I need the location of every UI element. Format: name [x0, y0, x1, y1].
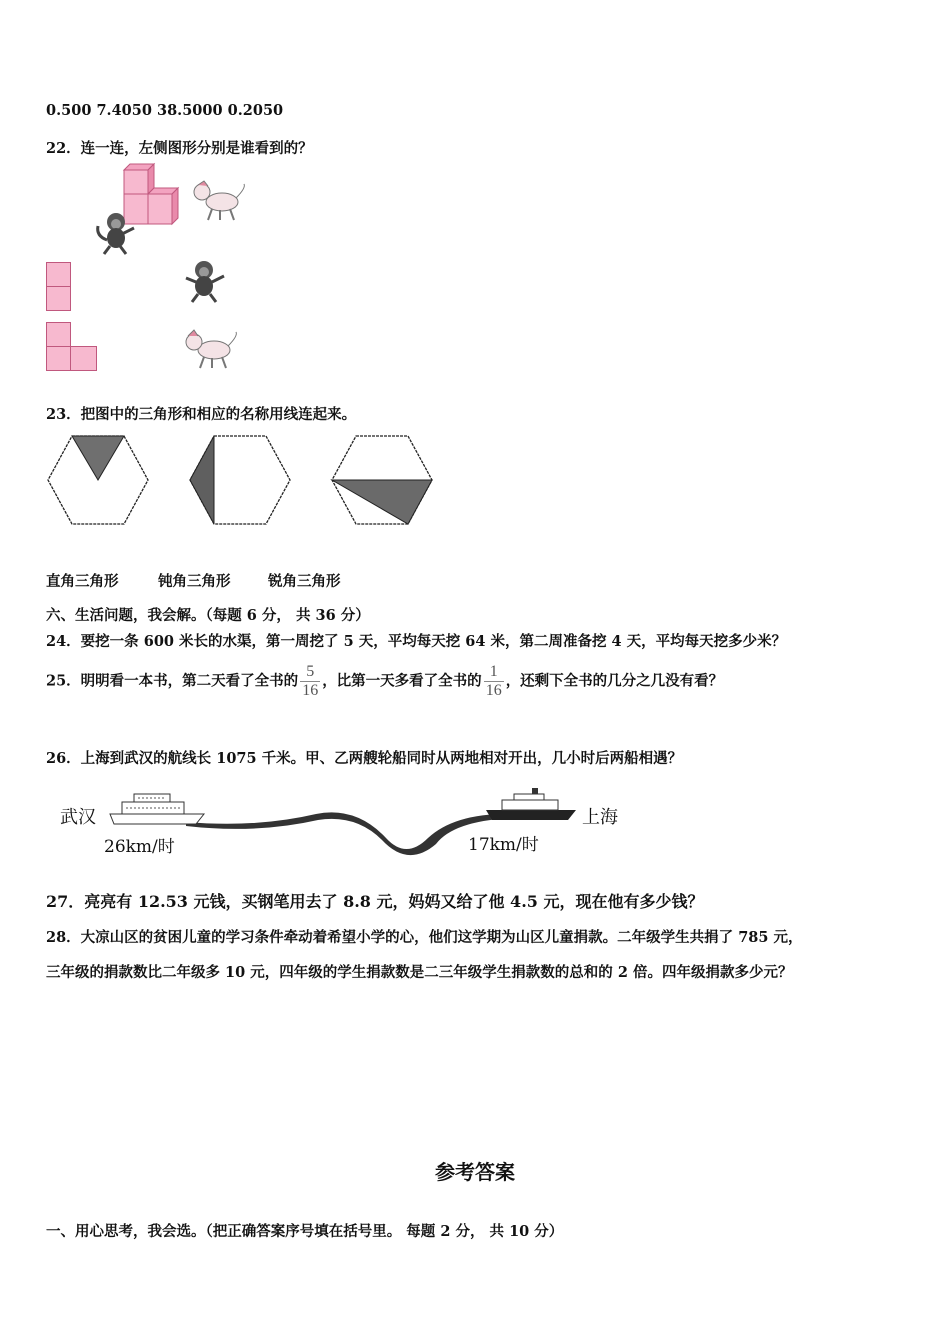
dog-icon [182, 328, 240, 370]
hexagon-triangle-1 [46, 434, 150, 526]
q26-text: 26．上海到武汉的航线长 1075 千米。甲、乙两艘轮船同时从两地相对开出，几小时后两船相遇？ [46, 750, 683, 767]
city-wuhan: 武汉 [60, 807, 96, 828]
dog-icon [190, 180, 248, 222]
triangle-name-right: 直角三角形 [46, 573, 119, 590]
city-shanghai: 上海 [582, 807, 618, 828]
view-two-squares [46, 262, 72, 312]
q25-part1: 25．明明看一本书，第二天看了全书的 [46, 672, 299, 690]
hexagon-triangle-3 [330, 434, 434, 526]
speed-left: 26km/时 [104, 837, 175, 857]
triangle-name-acute: 锐角三角形 [268, 573, 341, 590]
monkey-icon [182, 258, 228, 304]
view-l-shape [46, 322, 98, 372]
q25-text [46, 663, 723, 700]
hexagon-triangle-2 [188, 434, 292, 526]
fraction-5-16: $\frac{5}{16}$ [302, 663, 319, 699]
speed-right: 17km/时 [468, 835, 539, 855]
section-1-heading: 一、用心思考，我会选。（把正确答案序号填在括号里。 每题 2 分， 共 10 分） [46, 1223, 564, 1240]
q27-text: 27．亮亮有 12.53 元钱，买钢笔用去了 8.8 元，妈妈又给了他 4.5 元，现在他有多少钱？ [46, 892, 704, 911]
q23-text: 23．把图中的三角形和相应的名称用线连起来。 [46, 406, 357, 423]
q25-part2: ，比第一天多看了全书的 [322, 672, 482, 690]
answers-title: 参考答案 [435, 1160, 515, 1184]
q28-line2: 三年级的捐款数比二年级多 10 元，四年级的学生捐款数是二三年级学生捐款数的总和的 2 倍。四年级捐款多少元？ [46, 964, 793, 981]
q25-part3: ，还剩下全书的几分之几没有看？ [505, 672, 724, 690]
monkey-icon [92, 210, 138, 256]
top-answers: 0.500 7.4050 38.5000 0.2050 [46, 102, 284, 119]
triangle-name-obtuse: 钝角三角形 [158, 573, 231, 590]
fraction-1-16: $\frac{1}{16}$ [485, 663, 502, 699]
q28-line1: 28．大凉山区的贫困儿童的学习条件牵动着希望小学的心，他们这学期为山区儿童捐款。二年级学生共捐了 785 元， [46, 929, 803, 946]
q22-text: 22．连一连，左侧图形分别是谁看到的？ [46, 140, 313, 157]
ship-icon [486, 788, 576, 820]
section-6-heading: 六、生活问题，我会解。（每题 6 分， 共 36 分） [46, 607, 370, 624]
q24-text: 24．要挖一条 600 米长的水渠，第一周挖了 5 天，平均每天挖 64 米，第二周准备挖 4 天，平均每天挖多少米？ [46, 633, 787, 650]
ship-icon [110, 794, 204, 824]
